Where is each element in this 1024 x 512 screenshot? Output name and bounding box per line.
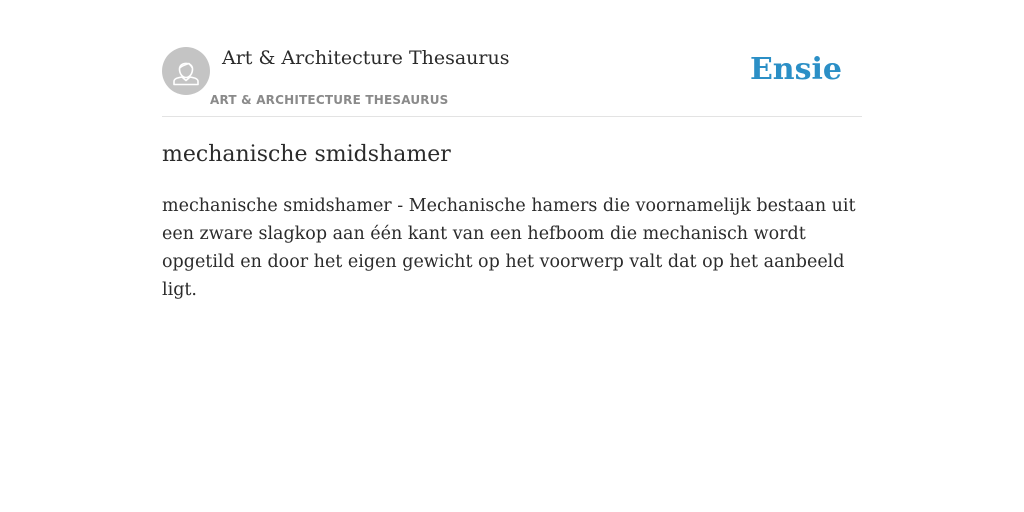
term-title: mechanische smidshamer [162,142,451,167]
term-definition: mechanische smidshamer - Mechanische hamers die voornamelijk bestaan uit een zware slagkop aan één kant van een hefboom die mechanisch wordt opgetild en door het eigen gewicht op het voorwerp valt dat op het aanbeeld ligt. [162,196,856,300]
avatar[interactable] [162,47,210,95]
author-name[interactable]: Art & Architecture Thesaurus [222,47,510,69]
ensie-logo[interactable]: Ensie [749,52,842,87]
user-icon [162,47,210,95]
header [162,46,862,117]
category-link[interactable]: ART & ARCHITECTURE THESAURUS [210,93,449,107]
